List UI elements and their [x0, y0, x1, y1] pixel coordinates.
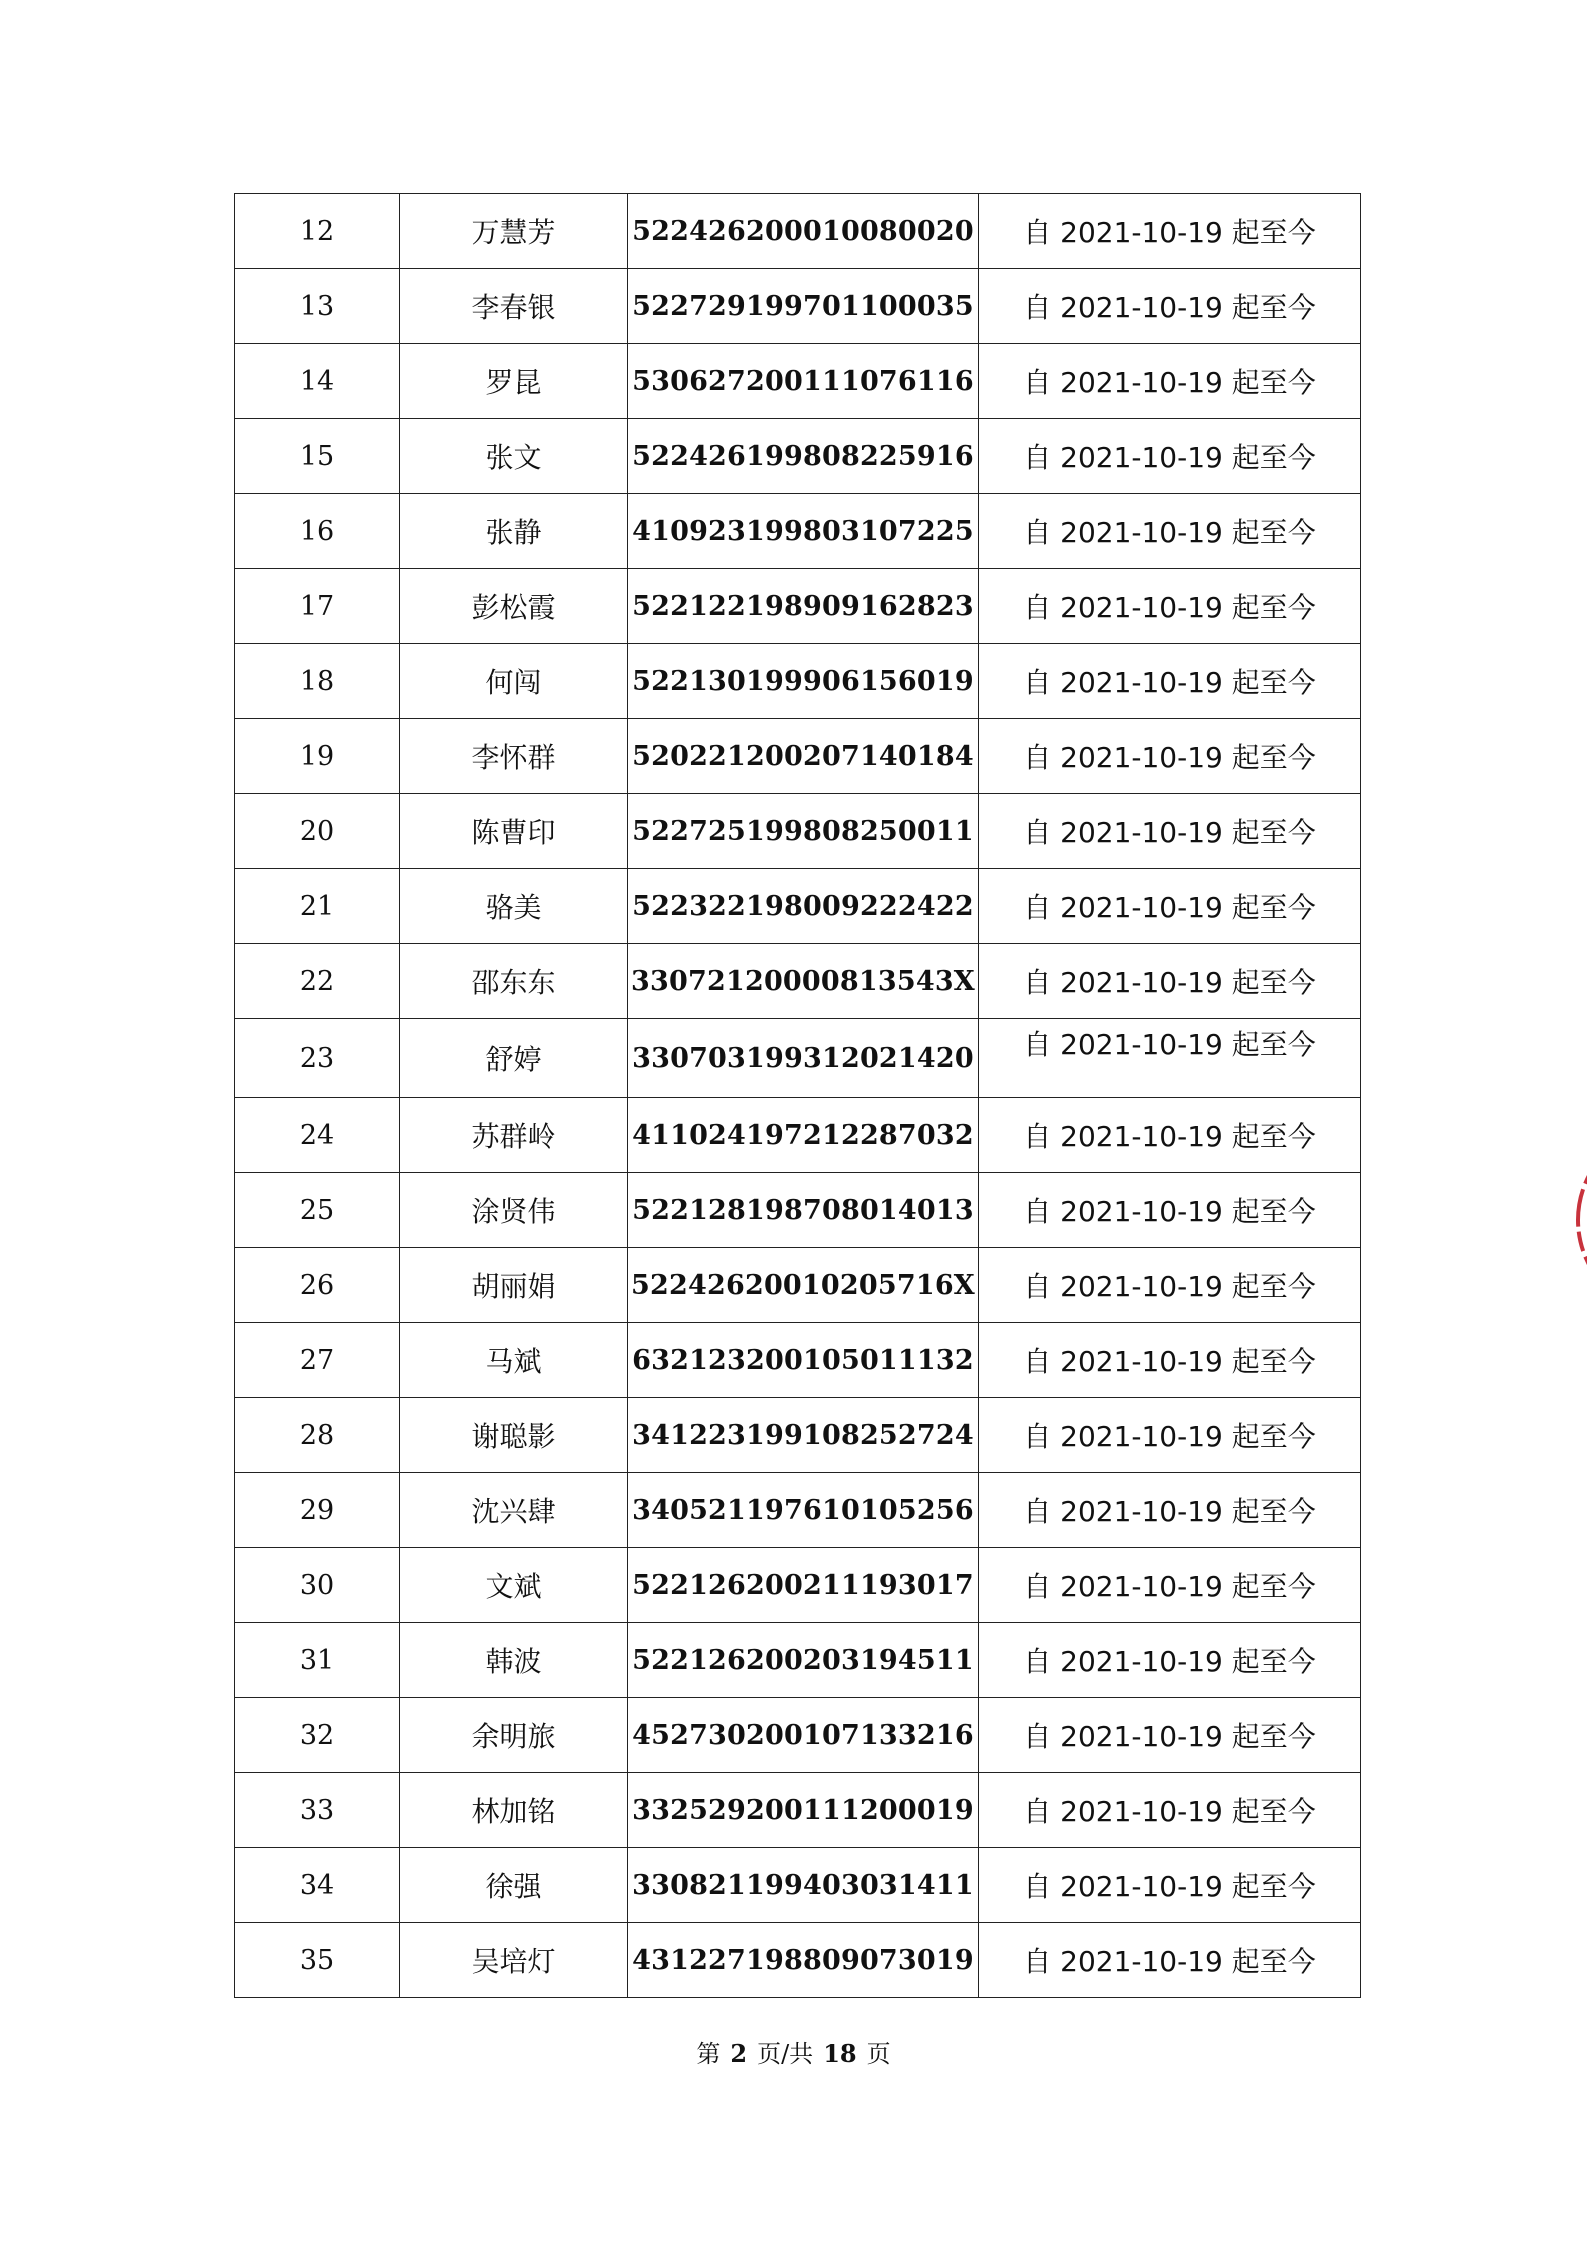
row-id-number: 330821199403031411 [628, 1848, 979, 1923]
row-period: 自 2021-10-19 起至今 [979, 1698, 1361, 1773]
row-name: 张文 [400, 419, 628, 494]
row-index: 18 [235, 644, 400, 719]
row-id-number: 522729199701100035 [628, 269, 979, 344]
row-id-number: 452730200107133216 [628, 1698, 979, 1773]
row-name: 邵东东 [400, 944, 628, 1019]
row-index: 21 [235, 869, 400, 944]
table-row [235, 494, 1361, 569]
roster-table [234, 193, 1361, 1998]
row-index: 27 [235, 1323, 400, 1398]
footer-current-page: 2 [730, 2039, 748, 2068]
row-index: 15 [235, 419, 400, 494]
table-row [235, 1323, 1361, 1398]
row-name: 吴培灯 [400, 1923, 628, 1998]
row-index: 23 [235, 1019, 400, 1098]
row-period: 自 2021-10-19 起至今 [979, 1848, 1361, 1923]
row-period: 自 2021-10-19 起至今 [979, 719, 1361, 794]
row-period: 自 2021-10-19 起至今 [979, 494, 1361, 569]
row-period: 自 2021-10-19 起至今 [979, 569, 1361, 644]
row-index: 33 [235, 1773, 400, 1848]
row-id-number: 330703199312021420 [628, 1019, 979, 1098]
row-name: 林加铭 [400, 1773, 628, 1848]
row-id-number: 522126200211193017 [628, 1548, 979, 1623]
table-row [235, 1698, 1361, 1773]
row-name: 彭松霞 [400, 569, 628, 644]
row-period: 自 2021-10-19 起至今 [979, 1773, 1361, 1848]
row-index: 24 [235, 1098, 400, 1173]
row-index: 26 [235, 1248, 400, 1323]
roster-table-body [235, 194, 1361, 1998]
row-id-number: 340521197610105256 [628, 1473, 979, 1548]
row-name: 沈兴肆 [400, 1473, 628, 1548]
row-period: 自 2021-10-19 起至今 [979, 1398, 1361, 1473]
table-row [235, 1398, 1361, 1473]
row-id-number: 522322198009222422 [628, 869, 979, 944]
red-seal-stamp [1568, 1120, 1587, 1320]
footer-middle: 页/共 [757, 2040, 814, 2068]
row-name: 文斌 [400, 1548, 628, 1623]
row-period: 自 2021-10-19 起至今 [979, 1623, 1361, 1698]
row-index: 30 [235, 1548, 400, 1623]
table-row [235, 344, 1361, 419]
row-index: 16 [235, 494, 400, 569]
row-period: 自 2021-10-19 起至今 [979, 1173, 1361, 1248]
table-row [235, 269, 1361, 344]
table-row [235, 644, 1361, 719]
row-period: 自 2021-10-19 起至今 [979, 344, 1361, 419]
table-row [235, 1548, 1361, 1623]
row-period: 自 2021-10-19 起至今 [979, 644, 1361, 719]
row-index: 28 [235, 1398, 400, 1473]
footer-total-pages: 18 [823, 2039, 857, 2068]
table-row [235, 1473, 1361, 1548]
row-index: 17 [235, 569, 400, 644]
row-index: 22 [235, 944, 400, 1019]
row-id-number: 411024197212287032 [628, 1098, 979, 1173]
row-name: 舒婷 [400, 1019, 628, 1098]
row-name: 徐强 [400, 1848, 628, 1923]
row-name: 马斌 [400, 1323, 628, 1398]
row-name: 骆美 [400, 869, 628, 944]
row-period: 自 2021-10-19 起至今 [979, 1923, 1361, 1998]
row-id-number: 410923199803107225 [628, 494, 979, 569]
footer-prefix: 第 [696, 2040, 721, 2068]
row-name: 谢聪影 [400, 1398, 628, 1473]
row-index: 13 [235, 269, 400, 344]
row-index: 14 [235, 344, 400, 419]
row-index: 34 [235, 1848, 400, 1923]
row-id-number: 522426200010080020 [628, 194, 979, 269]
row-name: 罗昆 [400, 344, 628, 419]
row-period: 自 2021-10-19 起至今 [979, 1473, 1361, 1548]
footer-suffix: 页 [866, 2040, 891, 2068]
table-row [235, 194, 1361, 269]
row-name: 李春银 [400, 269, 628, 344]
table-row [235, 719, 1361, 794]
row-id-number: 632123200105011132 [628, 1323, 979, 1398]
row-index: 29 [235, 1473, 400, 1548]
row-id-number: 332529200111200019 [628, 1773, 979, 1848]
row-index: 35 [235, 1923, 400, 1998]
row-name: 万慧芳 [400, 194, 628, 269]
row-period: 自 2021-10-19 起至今 [979, 1323, 1361, 1398]
row-name: 苏群岭 [400, 1098, 628, 1173]
table-row [235, 1248, 1361, 1323]
row-period: 自 2021-10-19 起至今 [979, 1548, 1361, 1623]
table-row [235, 1173, 1361, 1248]
row-period: 自 2021-10-19 起至今 [979, 794, 1361, 869]
row-id-number: 341223199108252724 [628, 1398, 979, 1473]
row-name: 胡丽娟 [400, 1248, 628, 1323]
row-name: 余明旅 [400, 1698, 628, 1773]
row-index: 12 [235, 194, 400, 269]
row-id-number: 431227198809073019 [628, 1923, 979, 1998]
table-row [235, 794, 1361, 869]
row-name: 韩波 [400, 1623, 628, 1698]
table-row [235, 869, 1361, 944]
row-id-number: 33072120000813543X [628, 944, 979, 1019]
table-row [235, 1019, 1361, 1098]
row-index: 19 [235, 719, 400, 794]
row-id-number: 522130199906156019 [628, 644, 979, 719]
row-name: 张静 [400, 494, 628, 569]
row-period: 自 2021-10-19 起至今 [979, 419, 1361, 494]
row-period: 自 2021-10-19 起至今 [979, 869, 1361, 944]
row-name: 涂贤伟 [400, 1173, 628, 1248]
table-row [235, 1923, 1361, 1998]
row-id-number: 522426199808225916 [628, 419, 979, 494]
row-index: 32 [235, 1698, 400, 1773]
row-period: 自 2021-10-19 起至今 [979, 269, 1361, 344]
row-period: 自 2021-10-19 起至今 [979, 1019, 1361, 1098]
row-id-number: 522128198708014013 [628, 1173, 979, 1248]
row-id-number: 522725199808250011 [628, 794, 979, 869]
table-row [235, 1848, 1361, 1923]
row-id-number: 522126200203194511 [628, 1623, 979, 1698]
row-name: 李怀群 [400, 719, 628, 794]
row-period: 自 2021-10-19 起至今 [979, 194, 1361, 269]
row-period: 自 2021-10-19 起至今 [979, 1098, 1361, 1173]
row-index: 25 [235, 1173, 400, 1248]
table-row [235, 419, 1361, 494]
row-id-number: 530627200111076116 [628, 344, 979, 419]
table-row [235, 1773, 1361, 1848]
row-period: 自 2021-10-19 起至今 [979, 944, 1361, 1019]
table-row [235, 569, 1361, 644]
table-row [235, 1623, 1361, 1698]
row-name: 何闯 [400, 644, 628, 719]
page-footer [0, 2034, 1587, 2069]
row-id-number: 522122198909162823 [628, 569, 979, 644]
row-index: 20 [235, 794, 400, 869]
row-id-number: 520221200207140184 [628, 719, 979, 794]
row-index: 31 [235, 1623, 400, 1698]
row-id-number: 52242620010205716X [628, 1248, 979, 1323]
row-name: 陈曹印 [400, 794, 628, 869]
table-row [235, 944, 1361, 1019]
table-row [235, 1098, 1361, 1173]
row-period: 自 2021-10-19 起至今 [979, 1248, 1361, 1323]
